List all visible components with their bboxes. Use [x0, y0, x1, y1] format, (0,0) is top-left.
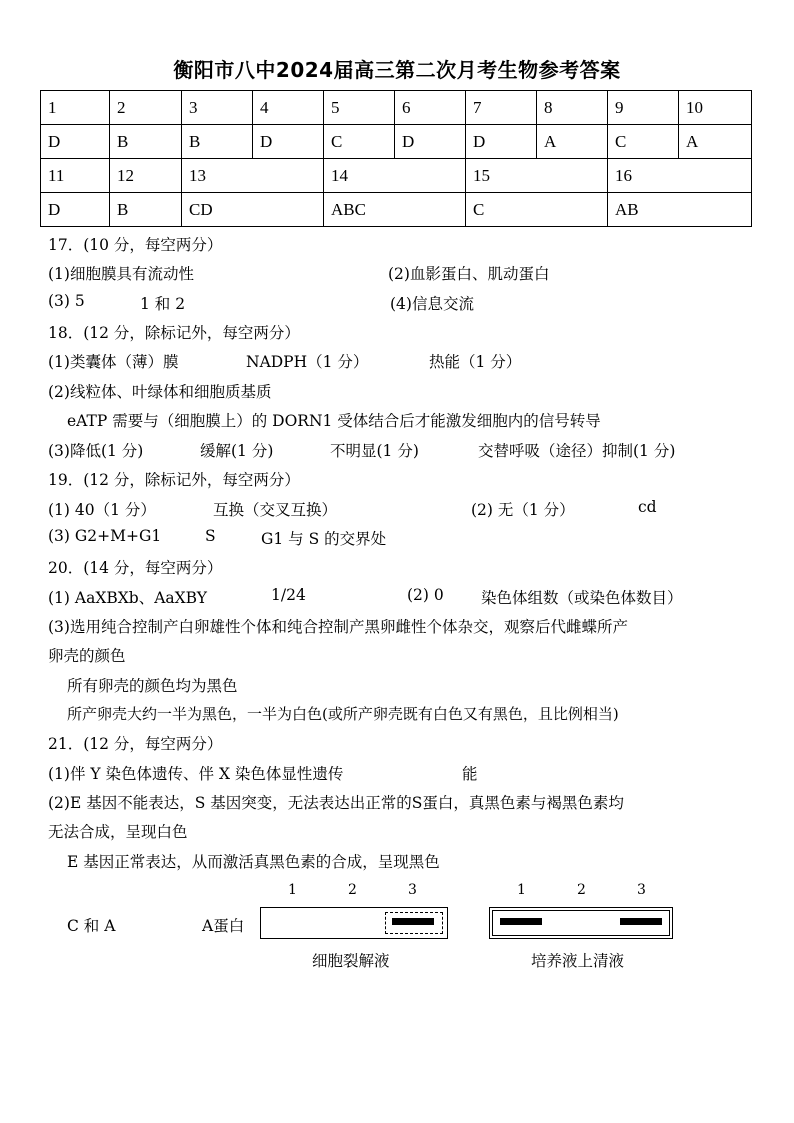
- lane-label: 2: [348, 882, 357, 898]
- table-cell: 5: [324, 91, 395, 125]
- lane-label: 3: [637, 882, 646, 898]
- table-cell: 3: [182, 91, 253, 125]
- answer-text: (1)类囊体（薄）膜: [48, 353, 179, 371]
- q19-heading: 19．(12 分，除标记外，每空两分）: [48, 471, 300, 489]
- answer-line: (3)选用纯合控制产白卵雄性个体和纯合控制产黑卵雌性个体杂交，观察后代雌蝶所产: [48, 618, 628, 636]
- lane-label: 1: [517, 882, 526, 898]
- answer-text: 能: [462, 765, 478, 783]
- answer-text: 缓解(1 分): [200, 442, 274, 460]
- table-cell: 11: [41, 159, 110, 193]
- answer-text: 1/24: [271, 586, 306, 604]
- table-cell: 12: [110, 159, 182, 193]
- answer-line: 所有卵壳的颜色均为黑色: [67, 677, 238, 695]
- table-cell: 15: [466, 159, 608, 193]
- answer-text: 热能（1 分）: [429, 353, 522, 371]
- table-row: [41, 91, 752, 125]
- answer-text: (1)细胞膜具有流动性: [48, 265, 194, 283]
- answer-text: (2) 0: [407, 586, 444, 604]
- table-cell: 1: [41, 91, 110, 125]
- q20-heading: 20．(14 分，每空两分）: [48, 559, 223, 577]
- q18-heading: 18．(12 分，除标记外，每空两分）: [48, 324, 300, 342]
- protein-band: [392, 918, 434, 925]
- table-row: [41, 193, 752, 227]
- answer-text: (1) 40（1 分）: [48, 501, 156, 519]
- answer-text: (2)血影蛋白、肌动蛋白: [388, 265, 550, 283]
- table-cell: D: [395, 125, 466, 159]
- table-cell: B: [110, 193, 182, 227]
- answer-text: (3) 5: [48, 292, 85, 310]
- answer-line: eATP 需要与（细胞膜上）的 DORN1 受体结合后才能激发细胞内的信号转导: [67, 412, 601, 430]
- table-cell: C: [466, 193, 608, 227]
- answer-line: [48, 439, 676, 461]
- answer-line: E 基因正常表达，从而激活真黑色素的合成，呈现黑色: [67, 853, 440, 871]
- answer-line: [48, 350, 522, 372]
- answer-line: (2)E 基因不能表达，S 基因突变，无法表达出正常的S蛋白，真黑色素与褐黑色素均: [48, 794, 624, 812]
- answer-line: 所产卵壳大约一半为黑色，一半为白色(或所产卵壳既有白色又有黑色，且比例相当): [67, 705, 619, 723]
- answer-text: 不明显(1 分): [330, 442, 419, 460]
- table-cell: 8: [537, 91, 608, 125]
- table-cell: 14: [324, 159, 466, 193]
- answer-line: 无法合成，呈现白色: [48, 823, 188, 841]
- answer-text: (2) 无（1 分）: [471, 501, 575, 519]
- table-cell: D: [466, 125, 537, 159]
- table-cell: D: [41, 193, 110, 227]
- gel-lysate: [260, 907, 448, 939]
- answer-line: 卵壳的颜色: [48, 647, 126, 665]
- table-cell: B: [182, 125, 253, 159]
- table-cell: ABC: [324, 193, 466, 227]
- q17-heading: 17．(10 分，每空两分）: [48, 236, 223, 254]
- answer-table: [40, 90, 752, 227]
- table-cell: C: [324, 125, 395, 159]
- answer-line: [48, 762, 478, 784]
- table-cell: A: [679, 125, 752, 159]
- caption-supernatant: 培养液上清液: [531, 952, 625, 970]
- table-cell: AB: [608, 193, 752, 227]
- answer-text: G1 与 S 的交界处: [261, 530, 387, 548]
- table-cell: 13: [182, 159, 324, 193]
- table-cell: A: [537, 125, 608, 159]
- table-cell: 16: [608, 159, 752, 193]
- answer-text: 1 和 2: [140, 295, 186, 313]
- protein-band: [620, 918, 662, 925]
- answer-text: S: [205, 527, 216, 545]
- table-cell: 9: [608, 91, 679, 125]
- answer-text: cd: [638, 498, 657, 516]
- table-row: [41, 159, 752, 193]
- answer-line: [48, 498, 657, 520]
- answer-text: (1)伴 Y 染色体遗传、伴 X 染色体显性遗传: [48, 765, 344, 783]
- table-cell: D: [253, 125, 324, 159]
- caption-lysate: 细胞裂解液: [312, 952, 390, 970]
- table-cell: 4: [253, 91, 324, 125]
- q21-heading: 21．(12 分，每空两分）: [48, 735, 223, 753]
- table-cell: B: [110, 125, 182, 159]
- table-cell: CD: [182, 193, 324, 227]
- lane-label: 3: [408, 882, 417, 898]
- answer-line: [48, 527, 387, 548]
- answer-text: NADPH（1 分）: [246, 353, 369, 371]
- answer-text: (4)信息交流: [390, 295, 474, 313]
- lane-label: 2: [577, 882, 586, 898]
- table-row: [41, 125, 752, 159]
- answer-text: 互换（交叉互换）: [213, 501, 338, 519]
- gel-supernatant: [489, 907, 673, 939]
- answer-line: [48, 586, 683, 608]
- protein-label: A蛋白: [202, 917, 245, 935]
- protein-band: [500, 918, 542, 925]
- answer-text: (3) G2+M+G1: [48, 527, 162, 545]
- answer-text: 染色体组数（或染色体数目）: [481, 589, 683, 607]
- table-cell: D: [41, 125, 110, 159]
- table-cell: 6: [395, 91, 466, 125]
- answer-text: (1) AaXBXb、AaXBY: [48, 589, 208, 607]
- answer-text: 交替呼吸（途径）抑制(1 分): [478, 442, 676, 460]
- answer-text: (3)降低(1 分): [48, 442, 144, 460]
- answer-line: [48, 292, 474, 313]
- table-cell: 7: [466, 91, 537, 125]
- lane-label: 1: [288, 882, 297, 898]
- table-cell: 10: [679, 91, 752, 125]
- answer-line: (2)线粒体、叶绿体和细胞质基质: [48, 383, 272, 401]
- page-title: 衡阳市八中2024届高三第二次月考生物参考答案: [173, 58, 621, 82]
- table-cell: 2: [110, 91, 182, 125]
- table-cell: C: [608, 125, 679, 159]
- answer-line: [48, 262, 550, 284]
- answer-line: C 和 A: [67, 917, 116, 935]
